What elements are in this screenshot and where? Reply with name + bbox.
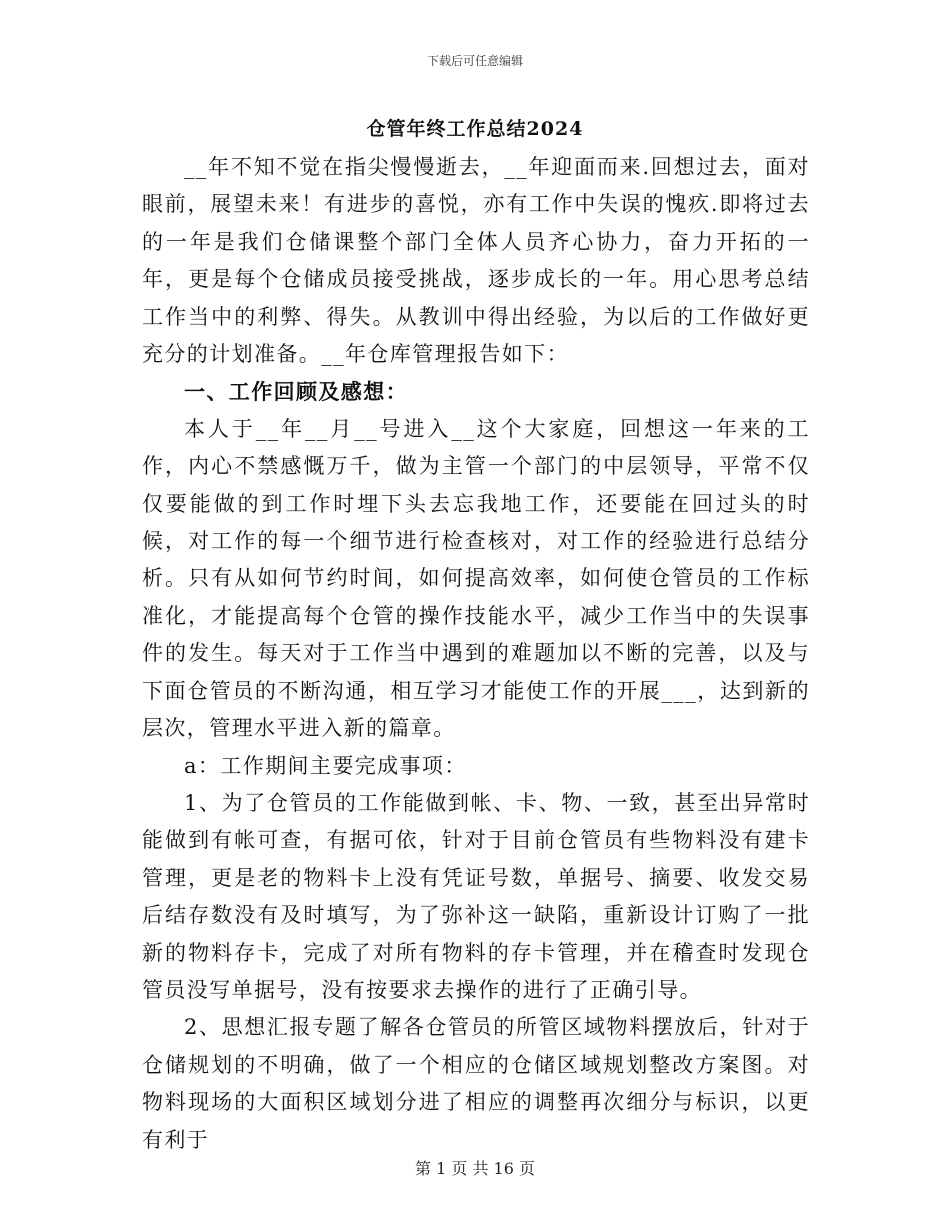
page-header-note: 下载后可任意编辑: [426, 54, 523, 68]
page-footer: 第 1 页 共 16 页: [415, 1159, 535, 1178]
document-body: [142, 149, 810, 1159]
document-title: 仓管年终工作总结2024: [366, 118, 584, 140]
paragraph-item-1: 1、为了仓管员的工作能做到帐、卡、物、一致，甚至出异常时能做到有帐可查，有据可依，针对于目前仓管员有些物料没有建卡管理，更是老的物料卡上没有凭证号数，单据号、摘要、收发交易后结存数没有及时填写，为了弥补这一缺陷，重新设计订购了一批新的物料存卡，完成了对所有物料的存卡管理，并在稽查时发现仓管员没写单据号，没有按要求去操作的进行了正确引导。: [142, 790, 810, 1002]
section-heading: 一、工作回顾及感想：: [184, 379, 408, 405]
paragraph-review: 本人于__年__月__号进入__这个大家庭，回想这一年来的工作，内心不禁感慨万千，做为主管一个部门的中层领导，平常不仅仅要能做的到工作时埋下头去忘我地工作，还要能在回过头的时候，对工作的每一个细节进行检查核对，对工作的经验进行总结分析。只有从如何节约时间，如何提高效率，如何使仓管员的工作标准化，才能提高每个仓管的操作技能水平，减少工作当中的失误事件的发生。每天对于工作当中遇到的难题加以不断的完善，以及与下面仓管员的不断沟通，相互学习才能使工作的开展___，达到新的层次，管理水平进入新的篇章。: [142, 416, 810, 741]
paragraph-intro: __年不知不觉在指尖慢慢逝去，__年迎面而来.回想过去，面对眼前，展望未来！有进步的喜悦，亦有工作中失误的愧疚.即将过去的一年是我们仓储课整个部门全体人员齐心协力，奋力开拓的一年，更是每个仓储成员接受挑战，逐步成长的一年。用心思考总结工作当中的利弊、得失。从教训中得出经验，为以后的工作做好更充分的计划准备。__年仓库管理报告如下：: [142, 155, 810, 367]
paragraph-item-2: 2、思想汇报专题了解各仓管员的所管区域物料摆放后，针对于仓储规划的不明确，做了一个相应的仓储区域规划整改方案图。对物料现场的大面积区域划分进了相应的调整再次细分与标识，以更有利于: [142, 1015, 810, 1152]
subheading-tasks: a：工作期间主要完成事项：: [184, 753, 467, 778]
